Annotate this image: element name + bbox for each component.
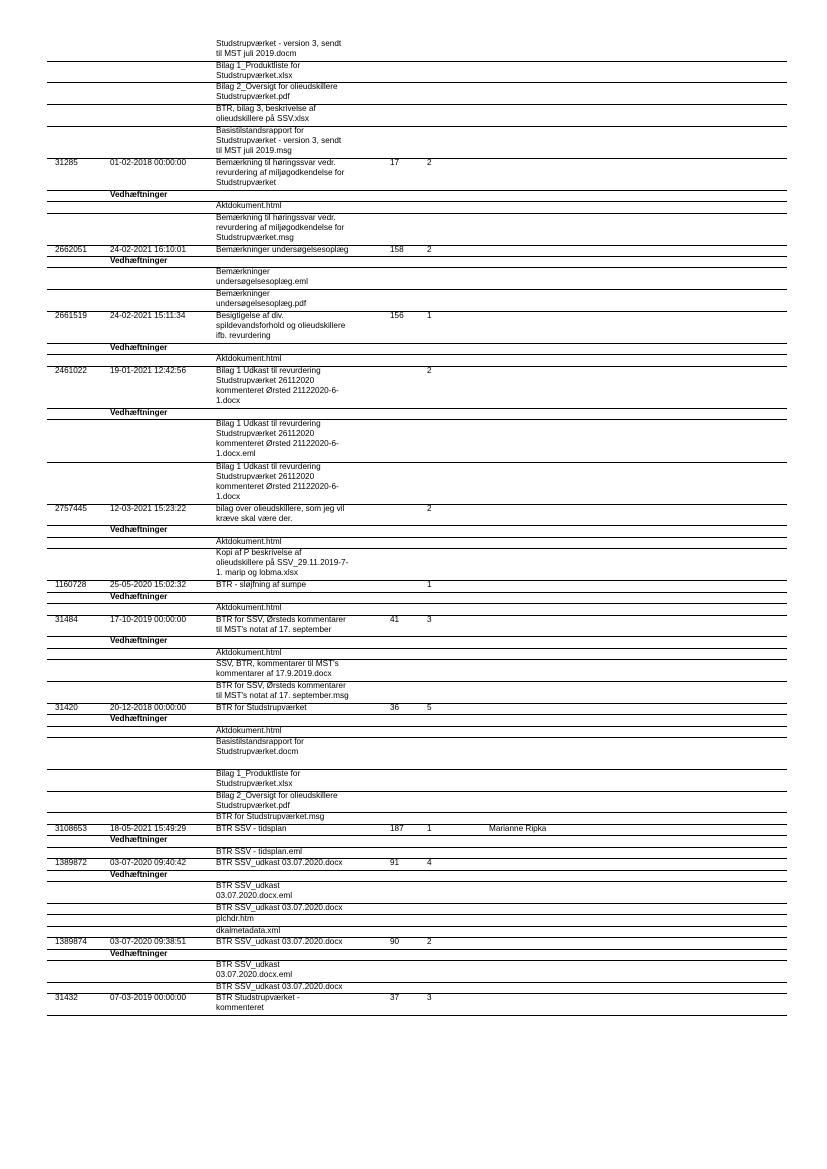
document-title: Bilag 1 Udkast til revurdering Studstrupværket 26112020 kommenteret Ørsted 21122020-6- 1.docx [216,365,339,405]
document-row [47,504,787,527]
attachments-label: Vedhæftninger [110,948,168,958]
attachment-row [47,39,787,62]
attachments-label: Vedhæftninger [110,714,168,724]
attachment-name: BTR SSV_udkast 03.07.2020.docx [216,902,343,912]
document-id: 31285 [55,157,78,167]
attachments-label: Vedhæftninger [110,525,168,535]
document-title: BTR SSV_udkast 03.07.2020.docx [216,858,343,868]
attachment-row [47,126,787,159]
document-date: 12-03-2021 15:23:22 [110,503,187,513]
document-date: 25-05-2020 15:02:32 [110,580,187,590]
attachment-name: BTR, bilag 3, beskrivelse af olieudskillere på SSV.xlsx [216,104,316,124]
document-row [47,366,787,409]
document-number: 158 [390,244,404,254]
attachments-label: Vedhæftninger [110,342,168,352]
person-name: Marianne Ripka [489,823,547,833]
document-number: 156 [390,310,404,320]
document-id: 2661519 [55,310,87,320]
attachments-label: Vedhæftninger [110,256,168,265]
document-title: bilag over olieudskillere, som jeg vil kræve skal være der. [216,503,345,523]
document-id: 1389872 [55,858,87,868]
document-number: 37 [390,993,400,1003]
attachments-label: Vedhæftninger [110,869,168,879]
document-id: 1160728 [55,580,87,590]
document-title: BTR Studstrupværket - kommenteret [216,993,300,1013]
attachment-name: Basistilstandsrapport for Studstrupværket.docm [216,737,304,756]
attachment-row [47,82,787,105]
document-id: 3108653 [55,823,87,833]
attachment-name: Aktdokument.html [216,536,282,546]
attachment-count: 4 [427,858,432,868]
attachment-count: 2 [427,365,432,375]
attachment-row [47,548,787,581]
attachment-row [47,462,787,505]
attachment-count: 2 [427,503,432,513]
attachments-label: Vedhæftninger [110,407,168,417]
attachment-name: Bemærkninger undersøgelsesoplæg.pdf [216,289,307,309]
attachment-name: Aktdokument.html [216,725,282,735]
document-date: 07-03-2019 00:00:00 [110,993,187,1003]
attachment-name: plchdr.htm [216,914,254,924]
document-id: 1389874 [55,937,87,947]
attachment-row [47,289,787,312]
attachment-name: Bilag 1_Produktliste for Studstrupværket.xlsx [216,60,301,80]
attachment-name: Bilag 2_Oversigt for olieudskillere Studstrupværket.pdf [216,790,338,810]
document-id: 31420 [55,702,78,712]
attachment-count: 2 [427,244,432,254]
attachment-row [47,61,787,84]
attachment-count: 3 [427,614,432,624]
attachment-name: Aktdokument.html [216,354,282,364]
attachment-name: BTR SSV_udkast 03.07.2020.docx [216,981,343,991]
document-title: BTR - sløjfning af sumpe [216,580,307,590]
attachment-count: 1 [427,310,432,320]
document-row [47,615,787,638]
attachment-row [47,960,787,983]
attachment-row [47,213,787,246]
attachment-name: Bemærkning til høringssvar vedr. revurdering af miljøgodkendelse for Studstrupværket.msg [216,212,345,242]
attachment-row [47,881,787,904]
document-id: 31432 [55,993,78,1003]
document-number: 91 [390,858,400,868]
document-title: Besigtigelse af div. spildevandsforhold og olieudskillere ifb. revurdering [216,310,346,340]
document-date: 24-02-2021 16:10:01 [110,244,187,254]
document-row [47,158,787,191]
attachment-name: Bilag 1 Udkast til revurdering Studstrupværket 26112020 kommenteret Ørsted 21122020-6- 1.docx [216,461,339,501]
attachment-row [47,419,787,462]
attachment-name: Bilag 1 Udkast til revurdering Studstrupværket 26112020 kommenteret Ørsted 21122020-6- 1.docx.eml [216,419,339,459]
document-date: 03-07-2020 09:38:51 [110,937,187,947]
attachment-name: Bemærkninger undersøgelsesoplæg.eml [216,267,308,287]
attachment-name: Aktdokument.html [216,647,282,657]
document-number: 90 [390,937,400,947]
attachment-row [47,681,787,704]
attachment-row [47,769,787,792]
document-date: 24-02-2021 15:11:34 [110,310,186,320]
document-row [47,311,787,344]
attachment-row [47,791,787,814]
document-id: 2757445 [55,503,87,513]
attachment-row [47,104,787,127]
attachment-name: BTR SSV_udkast 03.07.2020.docx.eml [216,881,293,901]
document-id: 2662051 [55,244,87,254]
document-date: 19-01-2021 12:42:56 [110,365,187,375]
attachment-name: SSV, BTR, kommentarer til MST's kommentarer af 17.9.2019.docx [216,659,339,679]
attachment-count: 5 [427,702,432,712]
attachments-label: Vedhæftninger [110,636,168,646]
document-date: 03-07-2020 09:40:42 [110,858,187,868]
attachment-count: 2 [427,937,432,947]
attachment-name: Bilag 1_Produktliste for Studstrupværket.xlsx [216,768,301,788]
attachment-name: BTR for SSV, Ørsteds kommentarer til MST's notat af 17. september.msg [216,680,349,700]
document-title: BTR for Studstrupværket [216,702,307,712]
attachment-name: Kopi af P beskrivelse af olieudskillere på SSV_29.11.2019-7- 1. marip og lobma.xlsx [216,548,349,578]
document-title: BTR SSV_udkast 03.07.2020.docx [216,937,343,947]
attachment-count: 1 [427,823,432,833]
document-title: Bemærkninger undersøgelsesoplæg [216,244,349,254]
document-title: Bemærkning til høringssvar vedr. revurdering af miljøgodkendelse for Studstrupværket [216,157,345,187]
attachments-label: Vedhæftninger [110,189,168,199]
document-date: 01-02-2018 00:00:00 [110,157,187,167]
attachment-name: dkalmetadata.xml [216,925,281,935]
attachments-label: Vedhæftninger [110,591,168,601]
attachments-label: Vedhæftninger [110,835,168,845]
document-title: BTR SSV - tidsplan [216,823,287,833]
attachment-name: BTR for Studstrupværket.msg [216,812,325,822]
attachment-row [47,659,787,682]
attachment-name: BTR SSV_udkast 03.07.2020.docx.eml [216,960,293,979]
attachment-name: Studstrupværket - version 3, sendt til MST juli 2019.docm [216,39,342,58]
attachment-row [47,267,787,290]
document-date: 18-05-2021 15:49:29 [110,823,187,833]
attachment-name: BTR SSV - tidsplan.eml [216,846,302,856]
attachment-name: Basistilstandsrapport for Studstrupværket - version 3, sendt til MST juli 2019.msg [216,125,342,155]
attachment-count: 2 [427,157,432,167]
document-date: 17-10-2019 00:00:00 [110,614,187,624]
document-number: 36 [390,702,400,712]
document-id: 31484 [55,614,78,624]
document-number: 17 [390,157,400,167]
attachment-count: 3 [427,993,432,1003]
document-date: 20-12-2018 00:00:00 [110,702,187,712]
document-row [47,993,787,1016]
document-id: 2461022 [55,365,87,375]
attachment-row [47,737,787,770]
attachment-count: 1 [427,580,432,590]
attachment-name: Aktdokument.html [216,201,282,211]
document-title: BTR for SSV, Ørsteds kommentarer til MST's notat af 17. september [216,614,346,634]
attachment-name: Bilag 2_Oversigt for olieudskillere Studstrupværket.pdf [216,82,338,102]
attachment-name: Aktdokument.html [216,603,282,613]
document-number: 187 [390,823,404,833]
document-number: 41 [390,614,400,624]
